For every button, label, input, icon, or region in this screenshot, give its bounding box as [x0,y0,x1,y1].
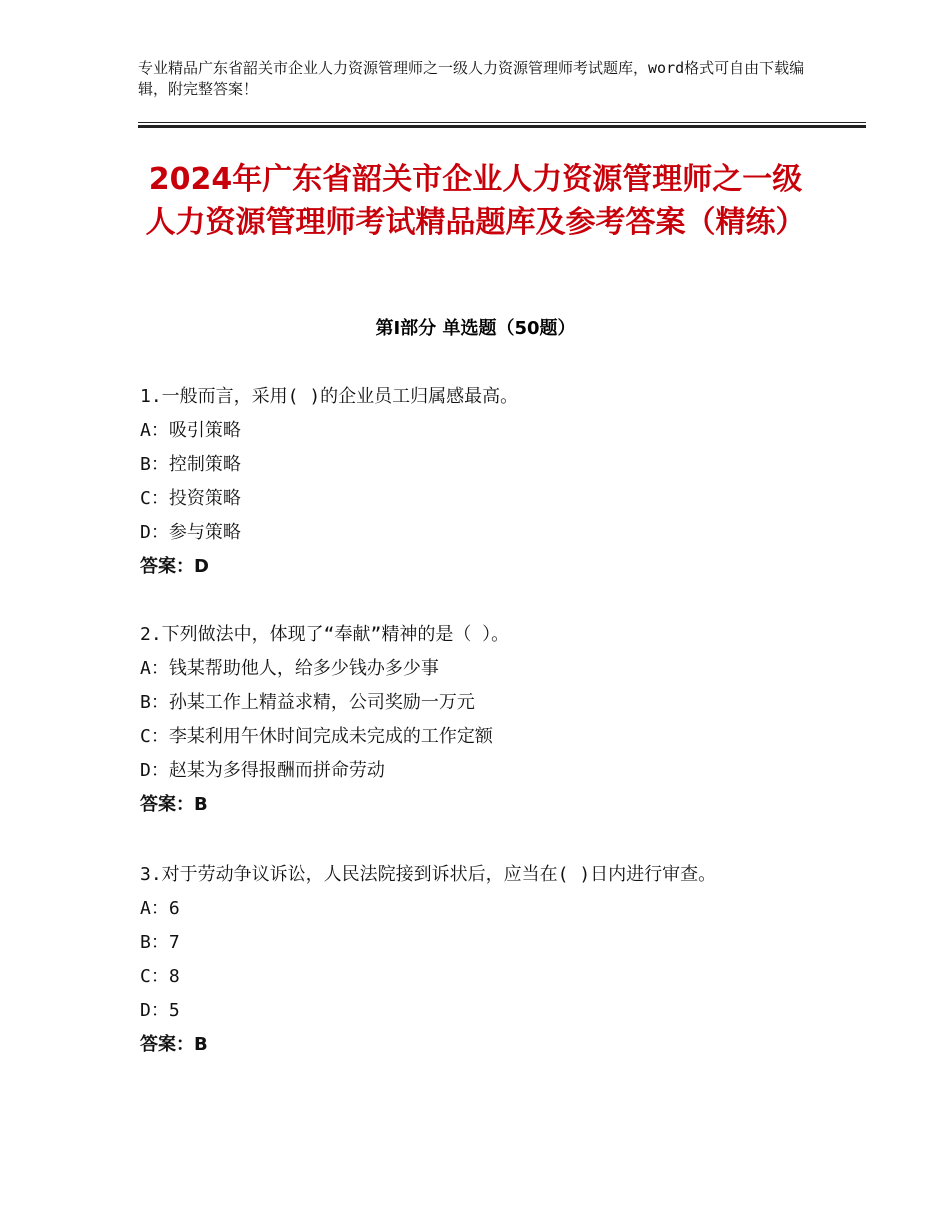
section-title: 第Ⅰ部分 单选题（50题） [375,318,576,339]
header-note: 专业精品广东省韶关市企业人力资源管理师之一级人力资源管理师考试题库，word格式可自由下载编辑，附完整答案！ [138,59,805,98]
option-a: A：6 [140,898,180,919]
option-c: C：李某利用午休时间完成未完成的工作定额 [140,726,493,747]
question-stem: 1.一般而言，采用( )的企业员工归属感最高。 [140,386,519,407]
header-divider-top [138,122,866,123]
option-b: B：控制策略 [140,454,241,475]
question-3 [140,858,790,1062]
option-d: D：赵某为多得报酬而拼命劳动 [140,760,385,781]
option-c: C：投资策略 [140,488,241,509]
question-2 [140,618,800,822]
answer-label: 答案：D [140,556,209,577]
option-d: D：参与策略 [140,522,241,543]
option-d: D：5 [140,1000,180,1021]
option-b: B：7 [140,932,180,953]
document-title: 2024年广东省韶关市企业人力资源管理师之一级人力资源管理师考试精品题库及参考答案（精练） [145,162,806,240]
option-c: C：8 [140,966,180,987]
answer-label: 答案：B [140,794,208,815]
question-stem: 2.下列做法中，体现了“奉献”精神的是（ ）。 [140,624,510,645]
option-a: A：吸引策略 [140,420,241,441]
option-b: B：孙某工作上精益求精，公司奖励一万元 [140,692,475,713]
answer-label: 答案：B [140,1034,208,1055]
question-stem: 3.对于劳动争议诉讼，人民法院接到诉状后，应当在( )日内进行审查。 [140,864,717,885]
option-a: A：钱某帮助他人，给多少钱办多少事 [140,658,439,679]
header-divider-bottom [138,125,866,128]
question-1 [140,380,800,584]
